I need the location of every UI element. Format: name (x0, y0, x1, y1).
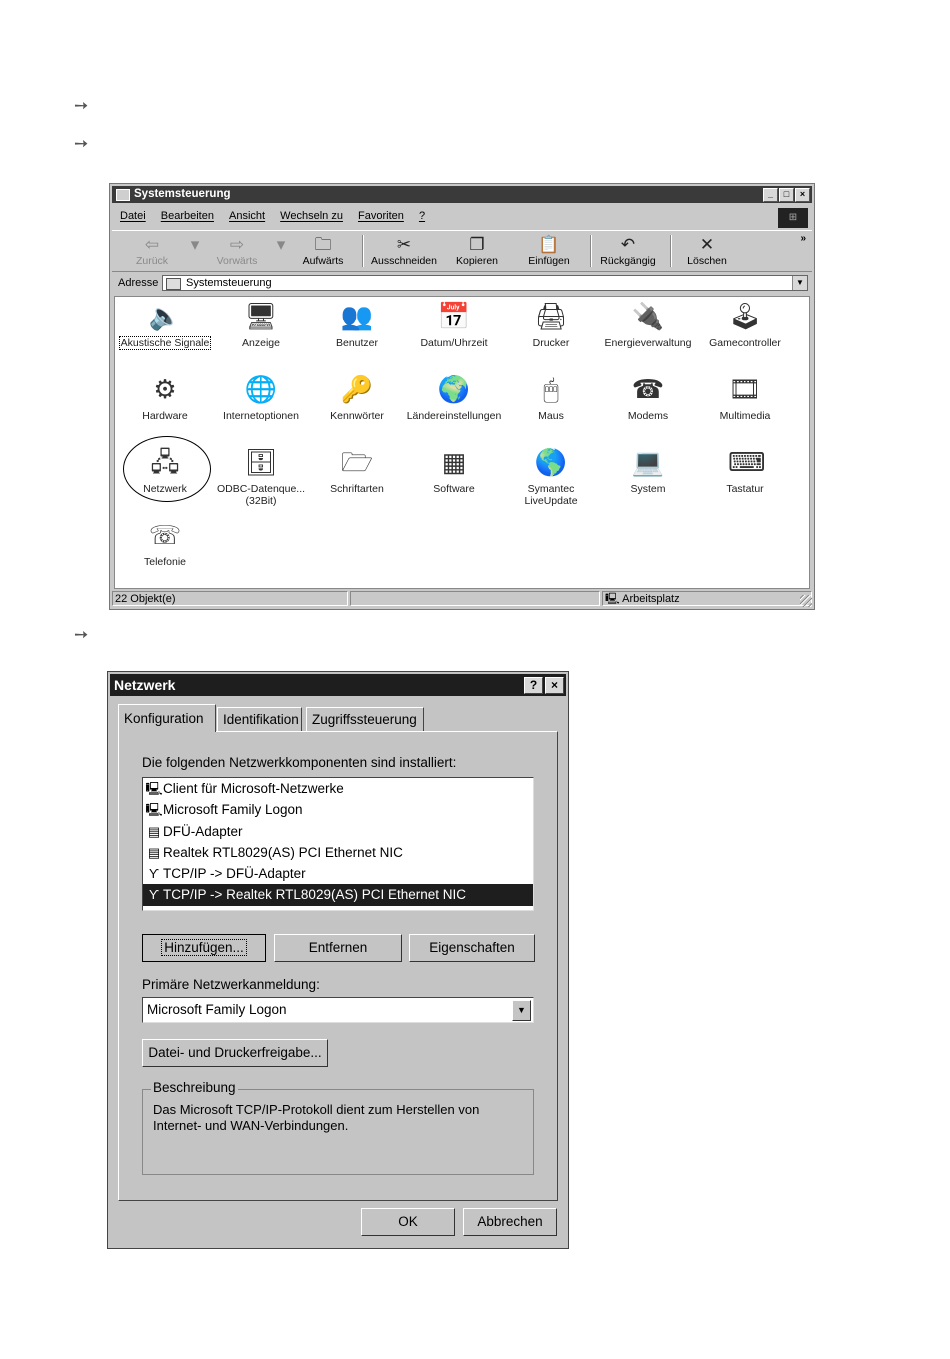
icon-akustische-signale[interactable]: 🔈 Akustische Signale (120, 301, 210, 349)
network-dialog (107, 671, 569, 1249)
paste-button[interactable]: 📋 Einfügen (522, 235, 576, 267)
calendar-clock-icon: 📅 (437, 301, 471, 331)
delete-x-icon: ✕ (699, 235, 715, 254)
toolbar-separator (362, 235, 364, 267)
icon-modems[interactable]: ☎ Modems (627, 374, 669, 422)
resize-grip-icon[interactable] (800, 595, 812, 607)
database-icon: 🗄 (244, 447, 278, 477)
keyboard-icon: ⌨ (728, 447, 766, 477)
menu-favoriten[interactable]: Favoriten (358, 210, 404, 222)
primary-login-label: Primäre Netzwerkanmeldung: (142, 977, 320, 992)
control-panel-small-icon (166, 278, 181, 290)
properties-button[interactable]: Eigenschaften (409, 934, 535, 962)
telephone-icon: ☎ (631, 374, 665, 404)
monitor-icon: 🖥 (244, 301, 278, 331)
icon-symantec-liveupdate[interactable]: 🌎 Symantec LiveUpdate (524, 447, 578, 507)
menu-ansicht[interactable]: Ansicht (229, 210, 266, 222)
power-plug-icon: 🔌 (631, 301, 665, 331)
menu-datei[interactable]: Datei (120, 210, 146, 222)
address-label: Adresse (118, 277, 159, 289)
icon-tastatur[interactable]: ⌨ Tastatur (726, 447, 766, 495)
icon-kennwoerter[interactable]: 🔑 Kennwörter (330, 374, 384, 422)
folder-up-icon: 🗀 (314, 235, 332, 254)
icon-odbc[interactable]: 🗄 ODBC-Datenque... (32Bit) (216, 447, 306, 507)
control-panel-title-bar[interactable] (112, 186, 812, 203)
list-item[interactable]: 🖳Client für Microsoft-Netzwerke (143, 778, 533, 799)
address-input[interactable]: Systemsteuerung ▼ (162, 275, 808, 291)
window-title: Systemsteuerung (134, 188, 231, 200)
users-icon: 👥 (340, 301, 374, 331)
list-item[interactable]: Ƴ TCP/IP -> DFÜ-Adapter (143, 863, 533, 884)
undo-button[interactable]: ↶ Rückgängig (596, 235, 660, 267)
list-item-selected[interactable]: Ƴ TCP/IP -> Realtek RTL8029(AS) PCI Ethernet NIC (143, 884, 533, 905)
installed-components-label: Die folgenden Netzwerkkomponenten sind installiert: (142, 755, 457, 770)
remove-button[interactable]: Entfernen (274, 934, 402, 962)
toolbar (112, 230, 812, 272)
ok-button[interactable]: OK (361, 1208, 455, 1236)
bullet-arrow-1: ➙ (74, 96, 89, 115)
speaker-icon: 🔈 (148, 301, 182, 331)
status-object-count: 22 Objekt(e) (112, 591, 348, 606)
list-item[interactable]: ▤ DFÜ-Adapter (143, 821, 533, 842)
close-icon[interactable]: × (795, 188, 810, 202)
joystick-icon: 🕹 (728, 301, 762, 331)
close-icon[interactable]: × (545, 677, 564, 694)
add-button[interactable]: Hinzufügen... (142, 934, 266, 962)
hardware-icon: ⚙ (153, 374, 177, 404)
protocol-icon: Ƴ (148, 887, 160, 903)
icon-multimedia[interactable]: 🎞 Multimedia (719, 374, 771, 422)
help-icon[interactable]: ? (524, 677, 543, 694)
file-print-sharing-button[interactable]: Datei- und Druckerfreigabe... (142, 1039, 328, 1067)
back-arrow-icon: ⇦ (144, 235, 160, 254)
control-panel-window (109, 183, 815, 610)
copy-icon: ❐ (469, 235, 485, 254)
adapter-card-icon: ▤ (147, 823, 161, 839)
forward-dropdown-icon[interactable]: ▾ (276, 235, 286, 254)
icon-gamecontroller[interactable]: 🕹 Gamecontroller (709, 301, 781, 349)
list-item[interactable]: ▤ Realtek RTL8029(AS) PCI Ethernet NIC (143, 842, 533, 863)
menu-bar (112, 208, 812, 225)
clipboard-icon: 📋 (538, 235, 560, 254)
adapter-card-icon: ▤ (147, 844, 161, 860)
dialog-title: Netzwerk (114, 677, 176, 693)
cut-button[interactable]: ✂ Ausschneiden (368, 235, 440, 267)
keys-icon: 🔑 (340, 374, 374, 404)
toolbar-separator (670, 235, 672, 267)
software-icon: ▦ (441, 447, 467, 477)
tab-identifikation[interactable]: Identifikation (217, 707, 302, 731)
icon-hardware[interactable]: ⚙ Hardware (142, 374, 188, 422)
icon-anzeige[interactable]: 🖥 Anzeige (242, 301, 280, 349)
forward-arrow-icon: ⇨ (229, 235, 245, 254)
windows-logo-icon: ⊞ (778, 208, 808, 228)
menu-wechseln-zu[interactable]: Wechseln zu (280, 210, 343, 222)
icon-system[interactable]: 💻 System (630, 447, 666, 495)
undo-icon: ↶ (620, 235, 636, 254)
description-group (142, 1080, 534, 1175)
tab-konfiguration[interactable]: Konfiguration (118, 704, 216, 732)
description-title: Beschreibung (153, 1080, 236, 1095)
globe-icon: 🌐 (244, 374, 278, 404)
address-bar (112, 274, 812, 294)
highlight-circle (123, 436, 211, 502)
status-empty (350, 591, 600, 606)
back-button[interactable]: ⇦ Zurück (130, 235, 174, 267)
up-button[interactable]: 🗀 Aufwärts (298, 235, 348, 267)
icon-telefonie[interactable]: ☏ Telefonie (143, 520, 187, 568)
back-dropdown-icon[interactable]: ▾ (190, 235, 200, 254)
maximize-icon[interactable]: □ (779, 188, 794, 202)
network-dialog-title-bar[interactable] (110, 674, 566, 696)
toolbar-separator (590, 235, 592, 267)
icon-internetoptionen[interactable]: 🌐 Internetoptionen (223, 374, 299, 422)
icon-view (114, 296, 810, 589)
status-bar (112, 591, 812, 607)
icon-drucker[interactable]: 🖨 Drucker (532, 301, 570, 349)
computer-small-icon: 🖳 (605, 593, 620, 605)
liveupdate-globe-icon: 🌎 (534, 447, 568, 477)
menu-bearbeiten[interactable]: Bearbeiten (160, 210, 214, 222)
network-computers-icon: 🖧 (150, 447, 180, 477)
printer-folder-icon: 🖨 (534, 301, 568, 331)
chevron-down-icon[interactable]: ▼ (512, 1000, 531, 1021)
address-dropdown-icon[interactable]: ▼ (792, 276, 807, 290)
fonts-folder-icon: 🗁 (340, 447, 374, 477)
icon-energieverwaltung[interactable]: 🔌 Energieverwaltung (604, 301, 692, 349)
icon-datum-uhrzeit[interactable]: 📅 Datum/Uhrzeit (420, 301, 488, 349)
telephony-icon: ☏ (148, 520, 182, 550)
icon-netzwerk[interactable]: 🖧 Netzwerk (143, 447, 187, 495)
forward-button[interactable]: ⇨ Vorwärts (212, 235, 262, 267)
menu-help[interactable]: ? (418, 210, 426, 222)
copy-button[interactable]: ❐ Kopieren (450, 235, 504, 267)
description-text: Das Microsoft TCP/IP-Protokoll dient zum Herstellen von Internet- und WAN-Verbindungen. (153, 1102, 480, 1133)
bullet-arrow-2: ➙ (74, 134, 89, 153)
mouse-icon: 🖱 (543, 374, 559, 404)
bullet-arrow-3: ➙ (74, 625, 89, 644)
icon-benutzer[interactable]: 👥 Benutzer (335, 301, 379, 349)
list-item[interactable]: 🖳Microsoft Family Logon (143, 799, 533, 820)
computer-icon: 💻 (631, 447, 665, 477)
icon-maus[interactable]: 🖱 Maus (503, 374, 599, 422)
computer-icon: 🖳 (145, 781, 163, 796)
protocol-icon: Ƴ (148, 866, 160, 882)
scissors-icon: ✂ (396, 235, 412, 254)
minimize-icon[interactable]: _ (763, 188, 778, 202)
toolbar-more-icon[interactable]: » (800, 233, 806, 244)
delete-button[interactable]: ✕ Löschen (682, 235, 732, 267)
globe-icon: 🌍 (437, 374, 471, 404)
cancel-button[interactable]: Abbrechen (463, 1208, 557, 1236)
icon-software[interactable]: ▦ Software (433, 447, 475, 495)
status-zone: 🖳 Arbeitsplatz (602, 591, 812, 606)
tab-zugriffssteuerung[interactable]: Zugriffssteuerung (306, 707, 424, 731)
icon-laendereinstellungen[interactable]: 🌍 Ländereinstellungen (406, 374, 502, 422)
multimedia-icon: 🎞 (728, 374, 762, 404)
computer-icon: 🖳 (145, 802, 163, 818)
control-panel-icon (116, 189, 130, 201)
network-components-list[interactable] (142, 777, 534, 911)
primary-login-select[interactable]: Microsoft Family Logon ▼ (142, 997, 534, 1023)
icon-schriftarten[interactable]: 🗁 Schriftarten (330, 447, 384, 495)
